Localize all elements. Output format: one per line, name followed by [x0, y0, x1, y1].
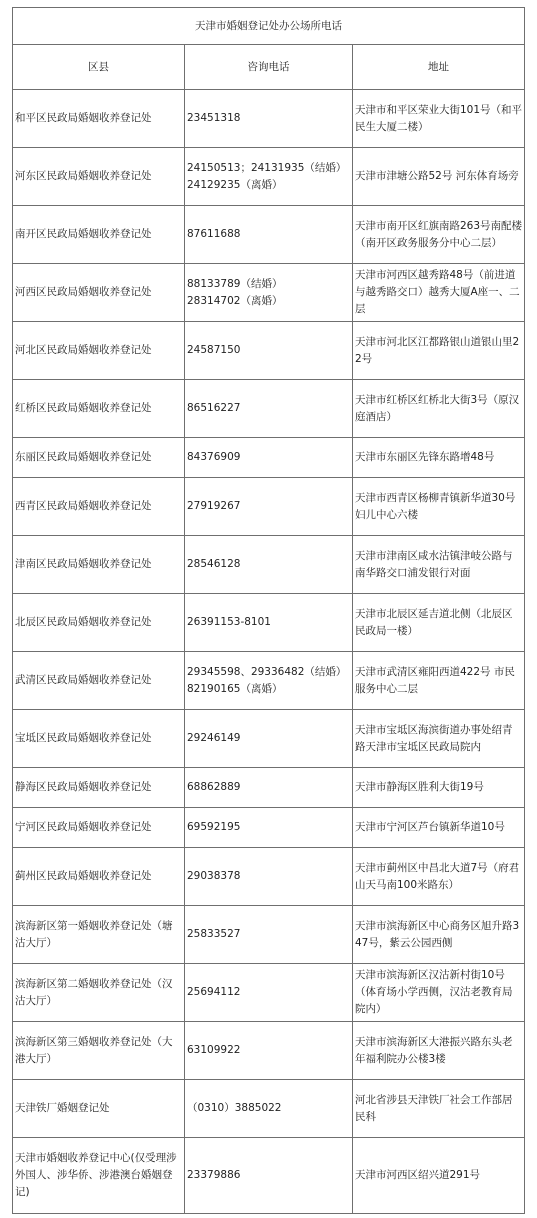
district-cell: 滨海新区第二婚姻收养登记处（汉沽大厅）	[13, 964, 185, 1022]
phone-cell	[185, 478, 353, 536]
phone-number: 84376909	[187, 451, 241, 463]
district-cell: 红桥区民政局婚姻收养登记处	[13, 380, 185, 438]
table-row	[13, 478, 525, 536]
marriage-registry-table	[12, 7, 525, 1214]
table-row	[13, 148, 525, 206]
address-cell: 天津市北辰区延吉道北侧（北辰区民政局一楼）	[353, 594, 525, 652]
table-row	[13, 206, 525, 264]
phone-number: 68862889	[187, 781, 241, 793]
address-cell: 天津市和平区荣业大街101号（和平民生大厦二楼）	[353, 90, 525, 148]
table-row	[13, 768, 525, 808]
address-cell: 天津市蓟州区中昌北大道7号（府君山天马南100米路东）	[353, 848, 525, 906]
table-row	[13, 906, 525, 964]
table-row	[13, 536, 525, 594]
district-cell: 西青区民政局婚姻收养登记处	[13, 478, 185, 536]
phone-cell	[185, 964, 353, 1022]
table-row	[13, 322, 525, 380]
phone-number: 86516227	[187, 402, 241, 414]
phone-cell	[185, 808, 353, 848]
address-cell: 天津市武清区雍阳西道422号 市民服务中心二层	[353, 652, 525, 710]
phone-cell	[185, 148, 353, 206]
phone-number: （0310）3885022	[187, 1102, 282, 1114]
district-cell: 蓟州区民政局婚姻收养登记处	[13, 848, 185, 906]
table-row	[13, 1022, 525, 1080]
address-cell: 天津市南开区红旗南路263号南配楼（南开区政务服务分中心二层）	[353, 206, 525, 264]
phone-cell	[185, 438, 353, 478]
address-cell: 天津市宁河区芦台镇新华道10号	[353, 808, 525, 848]
phone-cell	[185, 1080, 353, 1138]
address-cell: 天津市滨海新区中心商务区旭升路347号，紫云公园西侧	[353, 906, 525, 964]
district-cell: 静海区民政局婚姻收养登记处	[13, 768, 185, 808]
phone-number: 69592195	[187, 821, 241, 833]
address-cell: 河北省涉县天津铁厂社会工作部居民科	[353, 1080, 525, 1138]
phone-cell	[185, 710, 353, 768]
phone-number: 26391153-8101	[187, 616, 271, 628]
district-cell: 河西区民政局婚姻收养登记处	[13, 264, 185, 322]
table-row	[13, 1080, 525, 1138]
phone-number: 87611688	[187, 228, 241, 240]
district-cell: 东丽区民政局婚姻收养登记处	[13, 438, 185, 478]
address-cell: 天津市东丽区先锋东路增48号	[353, 438, 525, 478]
table-row	[13, 438, 525, 478]
phone-cell	[185, 1138, 353, 1214]
phone-number: 27919267	[187, 500, 241, 512]
phone-number: 63109922	[187, 1044, 241, 1056]
district-cell: 宝坻区民政局婚姻收养登记处	[13, 710, 185, 768]
phone-cell	[185, 1022, 353, 1080]
address-cell: 天津市河西区绍兴道291号	[353, 1138, 525, 1214]
table-row	[13, 1138, 525, 1214]
district-cell: 天津铁厂婚姻登记处	[13, 1080, 185, 1138]
phone-cell	[185, 652, 353, 710]
phone-number: 23379886	[187, 1169, 241, 1181]
table-row	[13, 710, 525, 768]
district-cell: 武清区民政局婚姻收养登记处	[13, 652, 185, 710]
district-cell: 宁河区民政局婚姻收养登记处	[13, 808, 185, 848]
table-row	[13, 380, 525, 438]
table-row	[13, 652, 525, 710]
district-cell: 和平区民政局婚姻收养登记处	[13, 90, 185, 148]
table-row	[13, 90, 525, 148]
district-cell: 津南区民政局婚姻收养登记处	[13, 536, 185, 594]
phone-number: 24129235（离婚）	[187, 178, 283, 191]
table-row	[13, 964, 525, 1022]
address-cell: 天津市宝坻区海滨街道办事处绍青路天津市宝坻区民政局院内	[353, 710, 525, 768]
phone-number: 29038378	[187, 870, 241, 882]
district-cell: 滨海新区第三婚姻收养登记处（大港大厅）	[13, 1022, 185, 1080]
phone-number: 24587150	[187, 344, 241, 356]
phone-cell	[185, 768, 353, 808]
district-cell: 北辰区民政局婚姻收养登记处	[13, 594, 185, 652]
header-phone: 咨询电话	[185, 45, 353, 90]
phone-cell	[185, 322, 353, 380]
phone-number: 23451318	[187, 112, 241, 124]
phone-number: 25833527	[187, 928, 241, 940]
phone-cell	[185, 536, 353, 594]
phone-number: 82190165（离婚）	[187, 682, 283, 695]
phone-cell	[185, 380, 353, 438]
district-cell: 滨海新区第一婚姻收养登记处（塘沽大厅）	[13, 906, 185, 964]
table-row	[13, 264, 525, 322]
phone-cell	[185, 848, 353, 906]
phone-number: 29345598、29336482（结婚）	[187, 665, 347, 678]
district-cell: 天津市婚姻收养登记中心(仅受理涉外国人、涉华侨、涉港澳台婚姻登记)	[13, 1138, 185, 1214]
address-cell: 天津市滨海新区大港振兴路东头老年福利院办公楼3楼	[353, 1022, 525, 1080]
phone-cell	[185, 594, 353, 652]
phone-number: 25694112	[187, 986, 241, 998]
address-cell: 天津市西青区杨柳青镇新华道30号妇儿中心六楼	[353, 478, 525, 536]
table-caption: 天津市婚姻登记处办公场所电话	[13, 8, 525, 45]
district-cell: 河北区民政局婚姻收养登记处	[13, 322, 185, 380]
table-row	[13, 848, 525, 906]
address-cell: 天津市红桥区红桥北大街3号（原汉庭酒店）	[353, 380, 525, 438]
phone-number: 29246149	[187, 732, 241, 744]
address-cell: 天津市津南区咸水沽镇津岐公路与南华路交口浦发银行对面	[353, 536, 525, 594]
phone-cell	[185, 206, 353, 264]
header-district: 区县	[13, 45, 185, 90]
phone-number: 28546128	[187, 558, 241, 570]
address-cell: 天津市津塘公路52号 河东体育场旁	[353, 148, 525, 206]
address-cell: 天津市河北区江都路银山道银山里22号	[353, 322, 525, 380]
address-cell: 天津市滨海新区汉沽新村街10号（体育场小学西侧，汉沽老教育局院内）	[353, 964, 525, 1022]
phone-cell	[185, 90, 353, 148]
phone-cell	[185, 264, 353, 322]
district-cell: 南开区民政局婚姻收养登记处	[13, 206, 185, 264]
phone-number: 28314702（离婚）	[187, 294, 283, 307]
header-address: 地址	[353, 45, 525, 90]
address-cell: 天津市静海区胜利大街19号	[353, 768, 525, 808]
table-row	[13, 808, 525, 848]
phone-number: 88133789（结婚）	[187, 277, 283, 290]
phone-cell	[185, 906, 353, 964]
table-row	[13, 594, 525, 652]
address-cell: 天津市河西区越秀路48号（前进道与越秀路交口）越秀大厦A座一、二层	[353, 264, 525, 322]
district-cell: 河东区民政局婚姻收养登记处	[13, 148, 185, 206]
phone-number: 24150513；24131935（结婚）	[187, 161, 347, 174]
